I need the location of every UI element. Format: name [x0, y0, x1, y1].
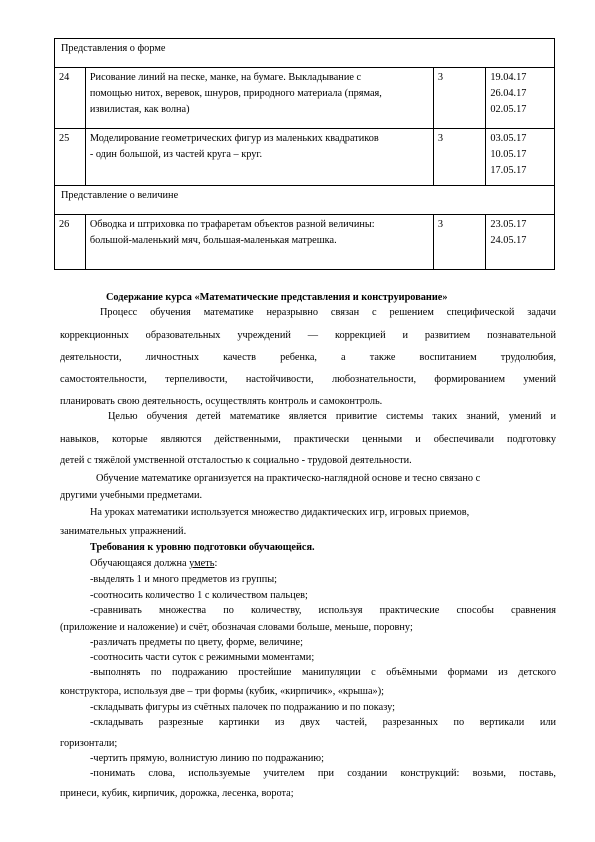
- row-number: 26: [55, 215, 86, 270]
- date: 24.05.17: [490, 235, 527, 246]
- requirement-item-cont: конструктора, используя две – три формы (кубик, «кирпичик», «крыша»);: [60, 686, 384, 697]
- row-topic: [85, 215, 433, 270]
- date: 17.05.17: [490, 165, 527, 176]
- requirement-item: -выделять 1 и много предметов из группы;: [90, 574, 278, 585]
- requirement-item: -соотносить количество 1 с количеством пальцев;: [90, 590, 308, 601]
- topic-line: - один большой, из частей круга – круг.: [89, 149, 263, 160]
- intro-keyword: уметь: [189, 558, 215, 569]
- requirement-item-cont: принеси, кубик, кирпичик, дорожка, лесенка, ворота;: [60, 788, 294, 799]
- paragraph-line: Целью обучения детей математике является привитие системы таких знаний, умений и: [108, 411, 556, 422]
- paragraph-line: занимательных упражнений.: [60, 526, 187, 537]
- paragraph-line: Обучение математике организуется на практическо-наглядной основе и тесно связано с: [96, 473, 481, 484]
- table-section-row: [55, 39, 555, 68]
- paragraph-line: Процесс обучения математике неразрывно связан с решением специфической задачи: [100, 307, 556, 318]
- date: 10.05.17: [490, 149, 527, 160]
- row-dates: [486, 215, 555, 270]
- date: 23.05.17: [490, 219, 527, 230]
- requirement-item: -складывать фигуры из счётных палочек по подражанию и по показу;: [90, 702, 395, 713]
- topic-line: Рисование линий на песке, манке, на бумаге. Выкладывание с: [89, 72, 362, 83]
- table-row: [55, 129, 555, 186]
- requirement-item: -соотносить части суток с режимными моментами;: [90, 652, 315, 663]
- row-hours: 3: [433, 129, 485, 186]
- paragraph-line: планировать свою деятельность, осуществлять контроль и самоконтроль.: [60, 396, 383, 407]
- requirement-item: -различать предметы по цвету, форме, величине;: [90, 637, 303, 648]
- requirement-item-cont: (приложение и наложение) и счёт, обозначая словами больше, меньше, поровну;: [60, 622, 413, 633]
- row-number: 25: [55, 129, 86, 186]
- requirements-intro: [90, 558, 217, 569]
- row-topic: [85, 129, 433, 186]
- table-row: [55, 215, 555, 270]
- row-hours: 3: [433, 68, 485, 129]
- date: 26.04.17: [490, 88, 527, 99]
- intro-text: Обучающаяся должна: [90, 558, 190, 569]
- course-content-heading: Содержание курса «Математические представления и конструирование»: [106, 292, 448, 303]
- paragraph-line: детей с тяжёлой умственной отсталостью к социально - трудовой деятельности.: [60, 455, 412, 466]
- requirement-item: -сравнивать множества по количеству, используя практические способы сравнения: [90, 605, 556, 616]
- section-title: Представление о величине: [55, 186, 555, 215]
- row-hours: 3: [433, 215, 485, 270]
- topic-line: Обводка и штриховка по трафаретам объектов разной величины:: [89, 219, 375, 230]
- paragraph-line: навыков, которые являются действенными, практически ценными и обеспечивали подготовку: [60, 434, 556, 445]
- intro-colon: :: [214, 558, 218, 569]
- requirements-heading: Требования к уровню подготовки обучающейся.: [90, 542, 315, 553]
- row-dates: [486, 68, 555, 129]
- date: 19.04.17: [490, 72, 527, 83]
- requirement-item: -складывать разрезные картинки из двух частей, разрезанных по вертикали или: [90, 717, 556, 728]
- row-dates: [486, 129, 555, 186]
- paragraph-line: деятельности, личностных качеств ребенка, а также воспитанием трудолюбия,: [60, 352, 556, 363]
- requirement-item: -чертить прямую, волнистую линию по подражанию;: [90, 753, 324, 764]
- topic-line: помощью нитох, веревок, шнуров, природного материала (прямая,: [89, 88, 382, 99]
- paragraph-line: На уроках математики используется множество дидактических игр, игровых приемов,: [90, 507, 470, 518]
- date: 02.05.17: [490, 104, 527, 115]
- table-row: [55, 68, 555, 129]
- requirement-item: -понимать слова, используемые учителем при создании конструкций: возьми, поставь,: [90, 768, 556, 779]
- row-topic: [85, 68, 433, 129]
- section-title: Представления о форме: [55, 39, 555, 68]
- topic-line: Моделирование геометрических фигур из маленьких квадратиков: [89, 133, 379, 144]
- table-section-row: [55, 186, 555, 215]
- paragraph-line: другими учебными предметами.: [60, 490, 203, 501]
- topic-line: большой-маленький мяч, большая-маленькая матрешка.: [89, 235, 337, 246]
- requirement-item: -выполнять по подражанию простейшие манипуляции с объёмными формами из детского: [90, 667, 556, 678]
- requirement-item-cont: горизонтали;: [60, 738, 118, 749]
- lesson-plan-table: [54, 38, 555, 270]
- topic-line: извилистая, как волна): [89, 104, 190, 115]
- paragraph-line: коррекционных образовательных учреждений — коррекцией и развитием познавательной: [60, 330, 556, 341]
- row-number: 24: [55, 68, 86, 129]
- date: 03.05.17: [490, 133, 527, 144]
- paragraph-line: самостоятельности, терпеливости, настойчивости, любознательности, формированием умений: [60, 374, 556, 385]
